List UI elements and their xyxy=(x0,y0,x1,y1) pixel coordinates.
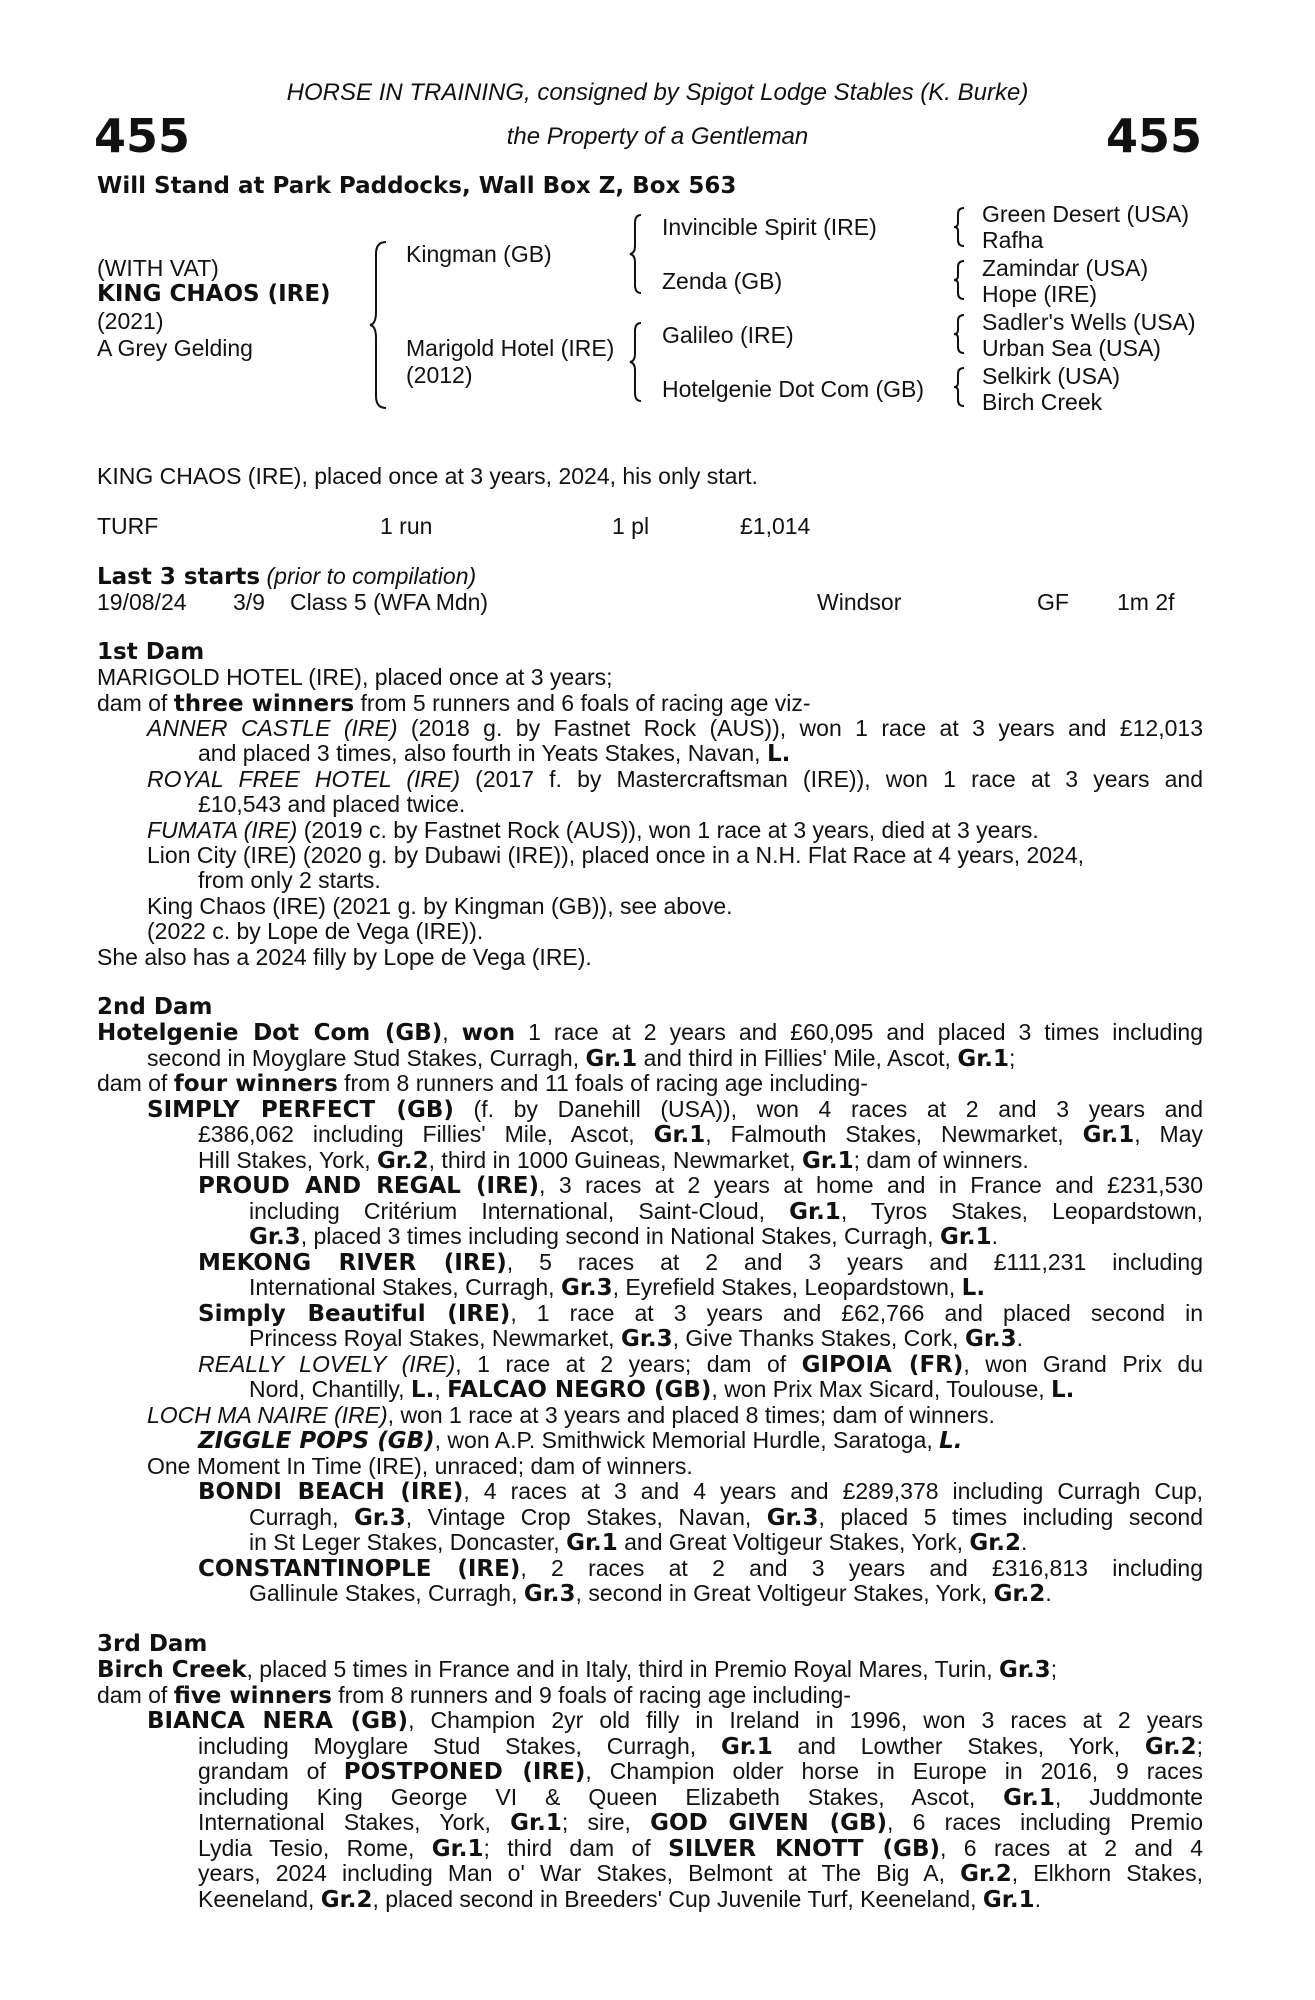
progeny-fumata: FUMATA (IRE) (2019 c. by Fastnet Rock (AUS)), won 1 race at 3 years, died at 3 years. xyxy=(147,817,1039,843)
pedigree-ddd: Birch Creek xyxy=(982,389,1103,415)
pedigree-dam-dam: Hotelgenie Dot Com (GB) xyxy=(662,376,925,402)
simply-perfect-line-1: SIMPLY PERFECT (GB) (f. by Danehill (USA)), won 4 races at 2 and 3 years and xyxy=(147,1096,1203,1123)
consignment-line: HORSE IN TRAINING, consigned by Spigot Lodge Stables (K. Burke) xyxy=(286,79,1029,106)
bianca-nera-line-1: BIANCA NERA (GB), Champion 2yr old filly in Ireland in 1996, won 3 races at 2 years xyxy=(147,1707,1203,1734)
bondi-beach-line-1: BONDI BEACH (IRE), 4 races at 3 and 4 years and £289,378 including Curragh Cup, xyxy=(198,1478,1204,1505)
bondi-beach-line-2: Curragh, Gr.3, Vintage Crop Stakes, Navan, Gr.3, placed 5 times including second xyxy=(249,1504,1204,1531)
pedigree-sss: Green Desert (USA) xyxy=(982,201,1190,227)
progeny-lion-city-cont: from only 2 starts. xyxy=(198,867,381,893)
start-race: Class 5 (WFA Mdn) xyxy=(290,589,489,615)
pedigree-brace-6 xyxy=(952,313,966,355)
pedigree-dds: Selkirk (USA) xyxy=(982,363,1121,389)
record-runs: 1 run xyxy=(380,513,433,539)
proud-and-regal-line-3: Gr.3, placed 3 times including second in National Stakes, Curragh, Gr.1. xyxy=(249,1223,999,1250)
second-dam-line-2: second in Moyglare Stud Stakes, Curragh, Gr.1 and third in Fillies' Mile, Ascot, Gr.1; xyxy=(147,1045,1016,1072)
first-dam-2024-filly: She also has a 2024 filly by Lope de Vega (IRE). xyxy=(97,944,592,970)
pedigree-sire-dam: Zenda (GB) xyxy=(662,268,783,294)
pedigree-brace-1 xyxy=(368,240,390,410)
last-starts-heading xyxy=(97,564,476,591)
progeny-anner-castle-cont: and placed 3 times, also fourth in Yeats Stakes, Navan, L. xyxy=(198,740,791,767)
constantinople-line-1: CONSTANTINOPLE (IRE), 2 races at 2 and 3 years and £316,813 including xyxy=(198,1555,1203,1582)
second-dam-line-1: Hotelgenie Dot Com (GB), won 1 race at 2 years and £60,095 and placed 3 times including xyxy=(97,1019,1204,1046)
bianca-nera-line-8: Keeneland, Gr.2, placed second in Breeders' Cup Juvenile Turf, Keeneland, Gr.1. xyxy=(198,1886,1041,1913)
bianca-nera-line-3: grandam of POSTPONED (IRE), Champion older horse in Europe in 2016, 9 races xyxy=(198,1758,1203,1785)
mekong-river-line-1: MEKONG RIVER (IRE), 5 races at 2 and 3 years and £111,231 including xyxy=(198,1249,1203,1276)
pedigree-brace-5 xyxy=(952,259,966,301)
progeny-royal-free-hotel-cont: £10,543 and placed twice. xyxy=(198,791,466,817)
pedigree-brace-3 xyxy=(628,321,644,403)
pedigree-brace-2 xyxy=(628,213,644,295)
mekong-river-line-2: International Stakes, Curragh, Gr.3, Eyrefield Stakes, Leopardstown, L. xyxy=(249,1274,986,1301)
one-moment-in-time-line: One Moment In Time (IRE), unraced; dam of winners. xyxy=(147,1453,693,1479)
pedigree-dam-sire: Galileo (IRE) xyxy=(662,322,794,348)
third-dam-produce-line: dam of five winners from 8 runners and 9 foals of racing age including- xyxy=(97,1682,851,1709)
start-distance: 1m 2f xyxy=(1117,589,1175,615)
horse-year: (2021) xyxy=(97,308,164,334)
horse-name: KING CHAOS (IRE) xyxy=(97,281,331,307)
constantinople-line-2: Gallinule Stakes, Curragh, Gr.3, second in Great Voltigeur Stakes, York, Gr.2. xyxy=(249,1580,1052,1607)
bianca-nera-line-7: years, 2024 including Man o' War Stakes, Belmont at The Big A, Gr.2, Elkhorn Stakes, xyxy=(198,1860,1204,1887)
stand-location: Will Stand at Park Paddocks, Wall Box Z, Box 563 xyxy=(97,173,737,199)
start-going: GF xyxy=(1037,589,1069,615)
simply-perfect-line-2: £386,062 including Fillies' Mile, Ascot, Gr.1, Falmouth Stakes, Newmarket, Gr.1, May xyxy=(198,1121,1204,1148)
race-summary: KING CHAOS (IRE), placed once at 3 years, 2024, his only start. xyxy=(97,463,758,489)
bianca-nera-line-6: Lydia Tesio, Rome, Gr.1; third dam of SILVER KNOTT (GB), 6 races at 2 and 4 xyxy=(198,1835,1204,1862)
pedigree-brace-4 xyxy=(952,206,966,248)
start-course: Windsor xyxy=(817,589,902,615)
first-dam-line: MARIGOLD HOTEL (IRE), placed once at 3 years; xyxy=(97,664,613,690)
lot-number-right: 455 xyxy=(1105,109,1202,163)
lot-number-left: 455 xyxy=(94,109,191,163)
really-lovely-line-2: Nord, Chantilly, L., FALCAO NEGRO (GB), won Prix Max Sicard, Toulouse, L. xyxy=(249,1376,1075,1403)
pedigree-dam-year: (2012) xyxy=(406,362,473,388)
progeny-king-chaos: King Chaos (IRE) (2021 g. by Kingman (GB)), see above. xyxy=(147,893,733,919)
pedigree-sdd: Hope (IRE) xyxy=(982,281,1098,307)
pedigree-brace-7 xyxy=(952,366,966,408)
third-dam-line-1: Birch Creek, placed 5 times in France and in Italy, third in Premio Royal Mares, Turin, Gr.3; xyxy=(97,1656,1058,1683)
proud-and-regal-line-2: including Critérium International, Saint-Cloud, Gr.1, Tyros Stakes, Leopardstown, xyxy=(249,1198,1203,1225)
pedigree-dss: Sadler's Wells (USA) xyxy=(982,309,1196,335)
proud-and-regal-line-1: PROUD AND REGAL (IRE), 3 races at 2 years at home and in France and £231,530 xyxy=(198,1172,1204,1199)
progeny-royal-free-hotel: ROYAL FREE HOTEL (IRE) (2017 f. by Mastercraftsman (IRE)), won 1 race at 3 years and xyxy=(147,766,1203,792)
second-dam-heading: 2nd Dam xyxy=(97,994,213,1020)
pedigree-sire: Kingman (GB) xyxy=(406,241,552,267)
simply-beautiful-line-1: Simply Beautiful (IRE), 1 race at 3 years and £62,766 and placed second in xyxy=(198,1300,1203,1327)
horse-description: A Grey Gelding xyxy=(97,335,253,361)
pedigree-dsd: Urban Sea (USA) xyxy=(982,335,1161,361)
vat-label: (WITH VAT) xyxy=(97,255,219,281)
pedigree-sds: Zamindar (USA) xyxy=(982,255,1149,281)
progeny-lion-city: Lion City (IRE) (2020 g. by Dubawi (IRE)), placed once in a N.H. Flat Race at 4 years, 2024, xyxy=(147,842,1085,868)
second-dam-produce-line: dam of four winners from 8 runners and 11 foals of racing age including- xyxy=(97,1070,868,1097)
simply-beautiful-line-2: Princess Royal Stakes, Newmarket, Gr.3, Give Thanks Stakes, Cork, Gr.3. xyxy=(249,1325,1024,1352)
record-surface: TURF xyxy=(97,513,159,539)
ziggle-pops-line: ZIGGLE POPS (GB), won A.P. Smithwick Memorial Hurdle, Saratoga, L. xyxy=(198,1427,963,1454)
really-lovely-line-1: REALLY LOVELY (IRE), 1 race at 2 years; dam of GIPOIA (FR), won Grand Prix du xyxy=(198,1351,1204,1378)
progeny-2022-colt: (2022 c. by Lope de Vega (IRE)). xyxy=(147,918,484,944)
loch-ma-naire-line: LOCH MA NAIRE (IRE), won 1 race at 3 years and placed 8 times; dam of winners. xyxy=(147,1402,995,1428)
pedigree-sire-sire: Invincible Spirit (IRE) xyxy=(662,214,877,240)
record-earnings: £1,014 xyxy=(740,513,811,539)
bondi-beach-line-3: in St Leger Stakes, Doncaster, Gr.1 and Great Voltigeur Stakes, York, Gr.2. xyxy=(249,1529,1028,1556)
first-dam-heading: 1st Dam xyxy=(97,639,205,665)
property-line: the Property of a Gentleman xyxy=(506,123,809,150)
bianca-nera-line-5: International Stakes, York, Gr.1; sire, GOD GIVEN (GB), 6 races including Premio xyxy=(198,1809,1204,1836)
pedigree-ssd: Rafha xyxy=(982,227,1044,253)
first-dam-produce-line: dam of three winners from 5 runners and 6 foals of racing age viz- xyxy=(97,690,811,717)
bianca-nera-line-2: including Moyglare Stud Stakes, Curragh, Gr.1 and Lowther Stakes, York, Gr.2; xyxy=(198,1733,1203,1760)
pedigree-dam: Marigold Hotel (IRE) xyxy=(406,335,615,361)
progeny-anner-castle: ANNER CASTLE (IRE) (2018 g. by Fastnet Rock (AUS)), won 1 race at 3 years and £12,013 xyxy=(147,715,1203,741)
record-placed: 1 pl xyxy=(612,513,650,539)
bianca-nera-line-4: including King George VI & Queen Elizabeth Stakes, Ascot, Gr.1, Juddmonte xyxy=(198,1784,1203,1811)
last-starts-note: (prior to compilation) xyxy=(266,563,477,589)
last-starts-title: Last 3 starts xyxy=(97,564,261,590)
start-date: 19/08/24 xyxy=(97,589,187,615)
simply-perfect-line-3: Hill Stakes, York, Gr.2, third in 1000 Guineas, Newmarket, Gr.1; dam of winners. xyxy=(198,1147,1029,1174)
start-position: 3/9 xyxy=(233,589,265,615)
third-dam-heading: 3rd Dam xyxy=(97,1631,208,1657)
